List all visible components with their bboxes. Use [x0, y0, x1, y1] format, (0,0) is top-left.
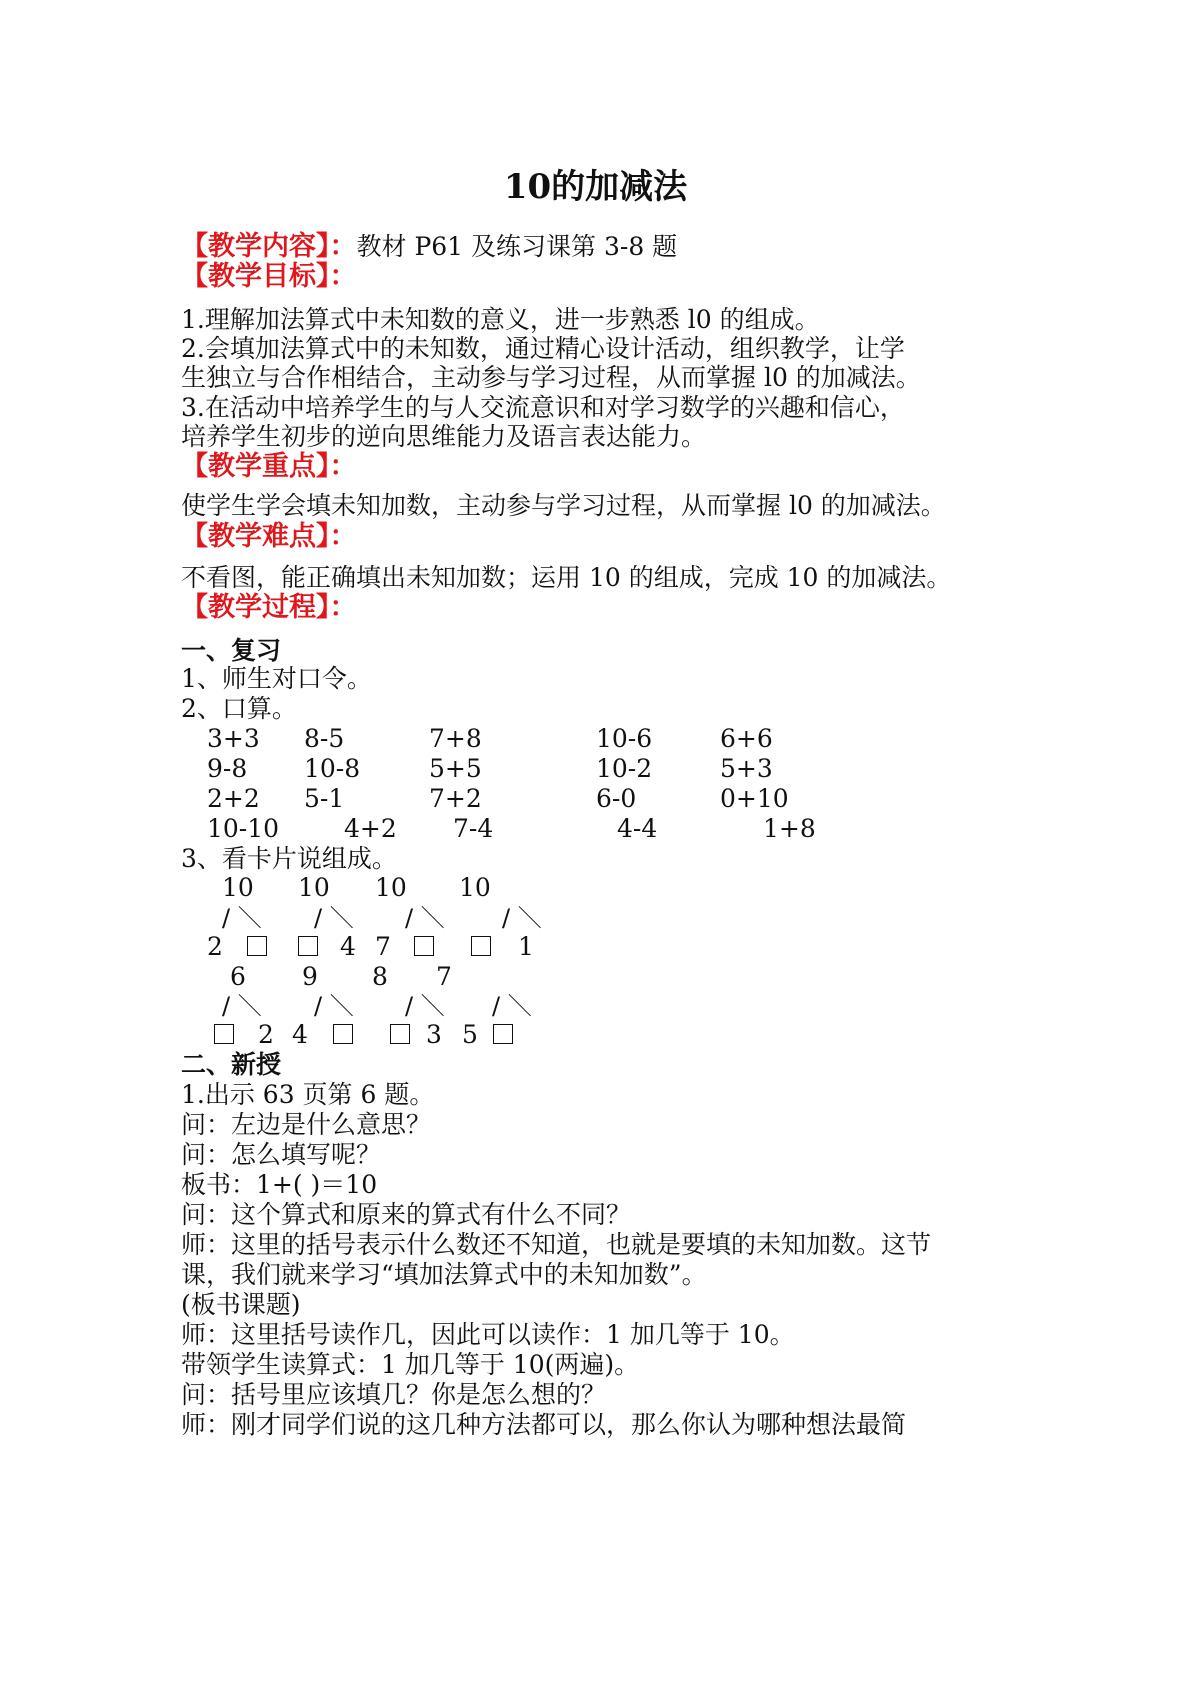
review-item-3: 3、看卡片说组成。 — [181, 844, 397, 873]
objective-line: 2.会填加法算式中的未知数，通过精心设计活动，组织教学，让学 — [181, 334, 905, 363]
difficulty-text: 不看图，能正确填出未知加数；运用 10 的组成，完成 10 的加减法。 — [181, 563, 952, 592]
oral-item: 10-2 — [596, 754, 653, 783]
blank-box-icon — [390, 1024, 410, 1044]
card-branch: / ＼ — [492, 992, 532, 1020]
blank-box-icon — [214, 1024, 234, 1044]
oral-item: 7+2 — [429, 784, 482, 813]
card-branch: / ＼ — [314, 992, 354, 1020]
oral-item: 10-6 — [596, 724, 653, 753]
card-blank — [298, 932, 318, 962]
new-lesson-line: 问：这个算式和原来的算式有什么不同？ — [181, 1200, 632, 1229]
content-text: 教材 P61 及练习课第 3-8 题 — [356, 232, 678, 261]
blank-box-icon — [298, 936, 318, 956]
new-lesson-line: (板书课题) — [181, 1290, 301, 1319]
new-lesson-heading: 二、新授 — [181, 1050, 282, 1079]
card-part: 4 — [340, 932, 356, 961]
card-branch: / ＼ — [405, 992, 445, 1020]
oral-item: 7-4 — [453, 814, 494, 843]
card-part: 7 — [375, 932, 391, 961]
card-blank — [214, 1020, 234, 1050]
process-heading — [181, 593, 357, 623]
new-lesson-line: 师：这里的括号表示什么数还不知道，也就是要填的未知加数。这节 — [181, 1230, 932, 1259]
key-point-text: 使学生学会填未知加数，主动参与学习过程，从而掌握 l0 的加减法。 — [181, 491, 946, 520]
content-line — [181, 232, 677, 262]
card-part: 2 — [258, 1020, 274, 1049]
card-blank — [247, 932, 267, 962]
key-point-label: 【教学重点】： — [181, 451, 357, 482]
review-item-2: 2、口算。 — [181, 694, 297, 723]
objective-line: 生独立与合作相结合，主动参与学习过程，从而掌握 l0 的加减法。 — [181, 363, 921, 392]
oral-item: 5+3 — [720, 754, 773, 783]
oral-item: 5+5 — [429, 754, 482, 783]
card-part: 5 — [462, 1020, 478, 1049]
process-label: 【教学过程】： — [181, 592, 357, 623]
blank-box-icon — [493, 1024, 513, 1044]
key-point-heading — [181, 452, 357, 482]
oral-item: 8-5 — [304, 724, 345, 753]
oral-item: 9-8 — [207, 754, 248, 783]
oral-item: 3+3 — [207, 724, 260, 753]
difficulty-heading — [181, 522, 357, 552]
card-top-number: 10 — [375, 873, 407, 902]
objective-line: 培养学生初步的逆向思维能力及语言表达能力。 — [181, 422, 707, 451]
oral-item: 4-4 — [617, 814, 658, 843]
card-top-number: 7 — [436, 962, 452, 991]
card-part: 1 — [518, 932, 534, 961]
card-part: 4 — [292, 1020, 308, 1049]
objectives-heading — [181, 262, 357, 292]
difficulty-label: 【教学难点】： — [181, 521, 357, 552]
card-branch: / ＼ — [405, 904, 445, 932]
new-lesson-line: 问：怎么填写呢？ — [181, 1140, 382, 1169]
card-top-number: 10 — [298, 873, 330, 902]
card-top-number: 9 — [302, 962, 318, 991]
card-top-number: 6 — [230, 962, 246, 991]
card-blank — [493, 1020, 513, 1050]
new-lesson-line: 师：这里括号读作几，因此可以读作：1 加几等于 10。 — [181, 1320, 795, 1349]
card-branch: / ＼ — [502, 904, 542, 932]
card-part: 3 — [426, 1020, 442, 1049]
oral-item: 0+10 — [720, 784, 789, 813]
blank-box-icon — [247, 936, 267, 956]
objectives-label: 【教学目标】： — [181, 261, 357, 292]
oral-item: 10-8 — [304, 754, 361, 783]
oral-item: 7+8 — [429, 724, 482, 753]
objective-line: 3.在活动中培养学生的与人交流意识和对学习数学的兴趣和信心， — [181, 393, 905, 422]
card-top-number: 10 — [459, 873, 491, 902]
new-lesson-line: 板书：1+( )＝10 — [181, 1170, 378, 1199]
new-lesson-line: 带领学生读算式：1 加几等于 10(两遍)。 — [181, 1350, 640, 1379]
card-branch: / ＼ — [222, 992, 262, 1020]
card-part: 2 — [207, 932, 223, 961]
oral-item: 2+2 — [207, 784, 260, 813]
card-top-number: 10 — [222, 873, 254, 902]
card-blank — [414, 932, 434, 962]
card-blank — [471, 932, 491, 962]
oral-item: 4+2 — [344, 814, 397, 843]
new-lesson-line: 问：左边是什么意思？ — [181, 1110, 432, 1139]
content-label: 【教学内容】： — [181, 231, 357, 262]
card-top-number: 8 — [372, 962, 388, 991]
oral-item: 6+6 — [720, 724, 773, 753]
oral-item: 6-0 — [596, 784, 637, 813]
review-heading: 一、复习 — [181, 636, 282, 665]
card-blank — [390, 1020, 410, 1050]
blank-box-icon — [471, 936, 491, 956]
new-lesson-line: 1.出示 63 页第 6 题。 — [181, 1080, 435, 1109]
blank-box-icon — [333, 1024, 353, 1044]
objective-line: 1.理解加法算式中未知数的意义，进一步熟悉 l0 的组成。 — [181, 305, 820, 334]
oral-item: 5-1 — [304, 784, 345, 813]
review-item-1: 1、师生对口令。 — [181, 664, 372, 693]
new-lesson-line: 问：括号里应该填几？你是怎么想的？ — [181, 1380, 607, 1409]
new-lesson-line: 课，我们就来学习“填加法算式中的未知加数”。 — [181, 1260, 707, 1289]
oral-item: 1+8 — [763, 814, 816, 843]
card-branch: / ＼ — [222, 904, 262, 932]
blank-box-icon — [414, 936, 434, 956]
oral-item: 10-10 — [207, 814, 280, 843]
card-blank — [333, 1020, 353, 1050]
card-branch: / ＼ — [314, 904, 354, 932]
page-title: 10的加减法 — [503, 167, 688, 207]
new-lesson-line: 师：刚才同学们说的这几种方法都可以，那么你认为哪种想法最简 — [181, 1410, 907, 1439]
